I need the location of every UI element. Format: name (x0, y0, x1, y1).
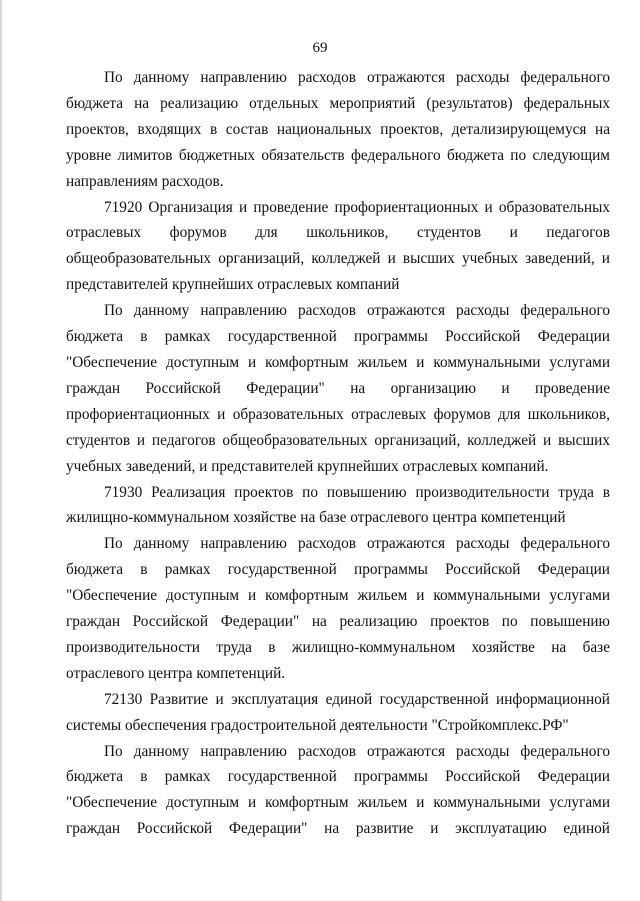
paragraph-heading-71920: 71920 Организация и проведение профориентационных и образовательных отраслевых форумов для школьников, студентов и педагогов общеобразовательных организаций, колледжей и высших учебных заведений, и представителей крупнейших отраслевых компаний (66, 198, 610, 294)
scan-edge (0, 0, 2, 901)
paragraph-72130-description: По данному направлению расходов отражаются расходы федерального бюджета в рамках государственной программы Российской Федерации "Обеспечение доступным и комфортным жильем и коммунальными услугами граждан Российской Федерации" на развитие и эксплуатацию единой (66, 742, 610, 838)
paragraph-71920-description: По данному направлению расходов отражаются расходы федерального бюджета в рамках государственной программы Российской Федерации "Обеспечение доступным и комфортным жильем и коммунальными услугами граждан Российской Федерации" на организацию и проведение профориентационных и образовательных отраслевых форумов для школьников, студентов и педагогов общеобразовательных организаций, колледжей и высших учебных заведений, и представителей крупнейших отраслевых компаний. (66, 302, 610, 475)
paragraph-heading-71930: 71930 Реализация проектов по повышению производительности труда в жилищно-коммунальном хозяйстве на базе отраслевого центра компетенций (66, 483, 610, 527)
document-body (66, 65, 610, 842)
page-number: 69 (312, 40, 328, 56)
paragraph-71930-description: По данному направлению расходов отражаются расходы федерального бюджета в рамках государственной программы Российской Федерации "Обеспечение доступным и комфортным жильем и коммунальными услугами граждан Российской Федерации" на реализацию проектов по повышению производительности труда в жилищно-коммунальном хозяйстве на базе отраслевого центра компетенций. (66, 535, 610, 682)
paragraph-intro: По данному направлению расходов отражаются расходы федерального бюджета на реализацию отдельных мероприятий (результатов) федеральных проектов, входящих в состав национальных проектов, детализирующемуся на уровне лимитов бюджетных обязательств федерального бюджета по следующим направлениям расходов. (66, 69, 610, 190)
paragraph-heading-72130: 72130 Развитие и эксплуатация единой государственной информационной системы обеспечения градостроительной деятельности "Стройкомплекс.РФ" (66, 690, 610, 734)
